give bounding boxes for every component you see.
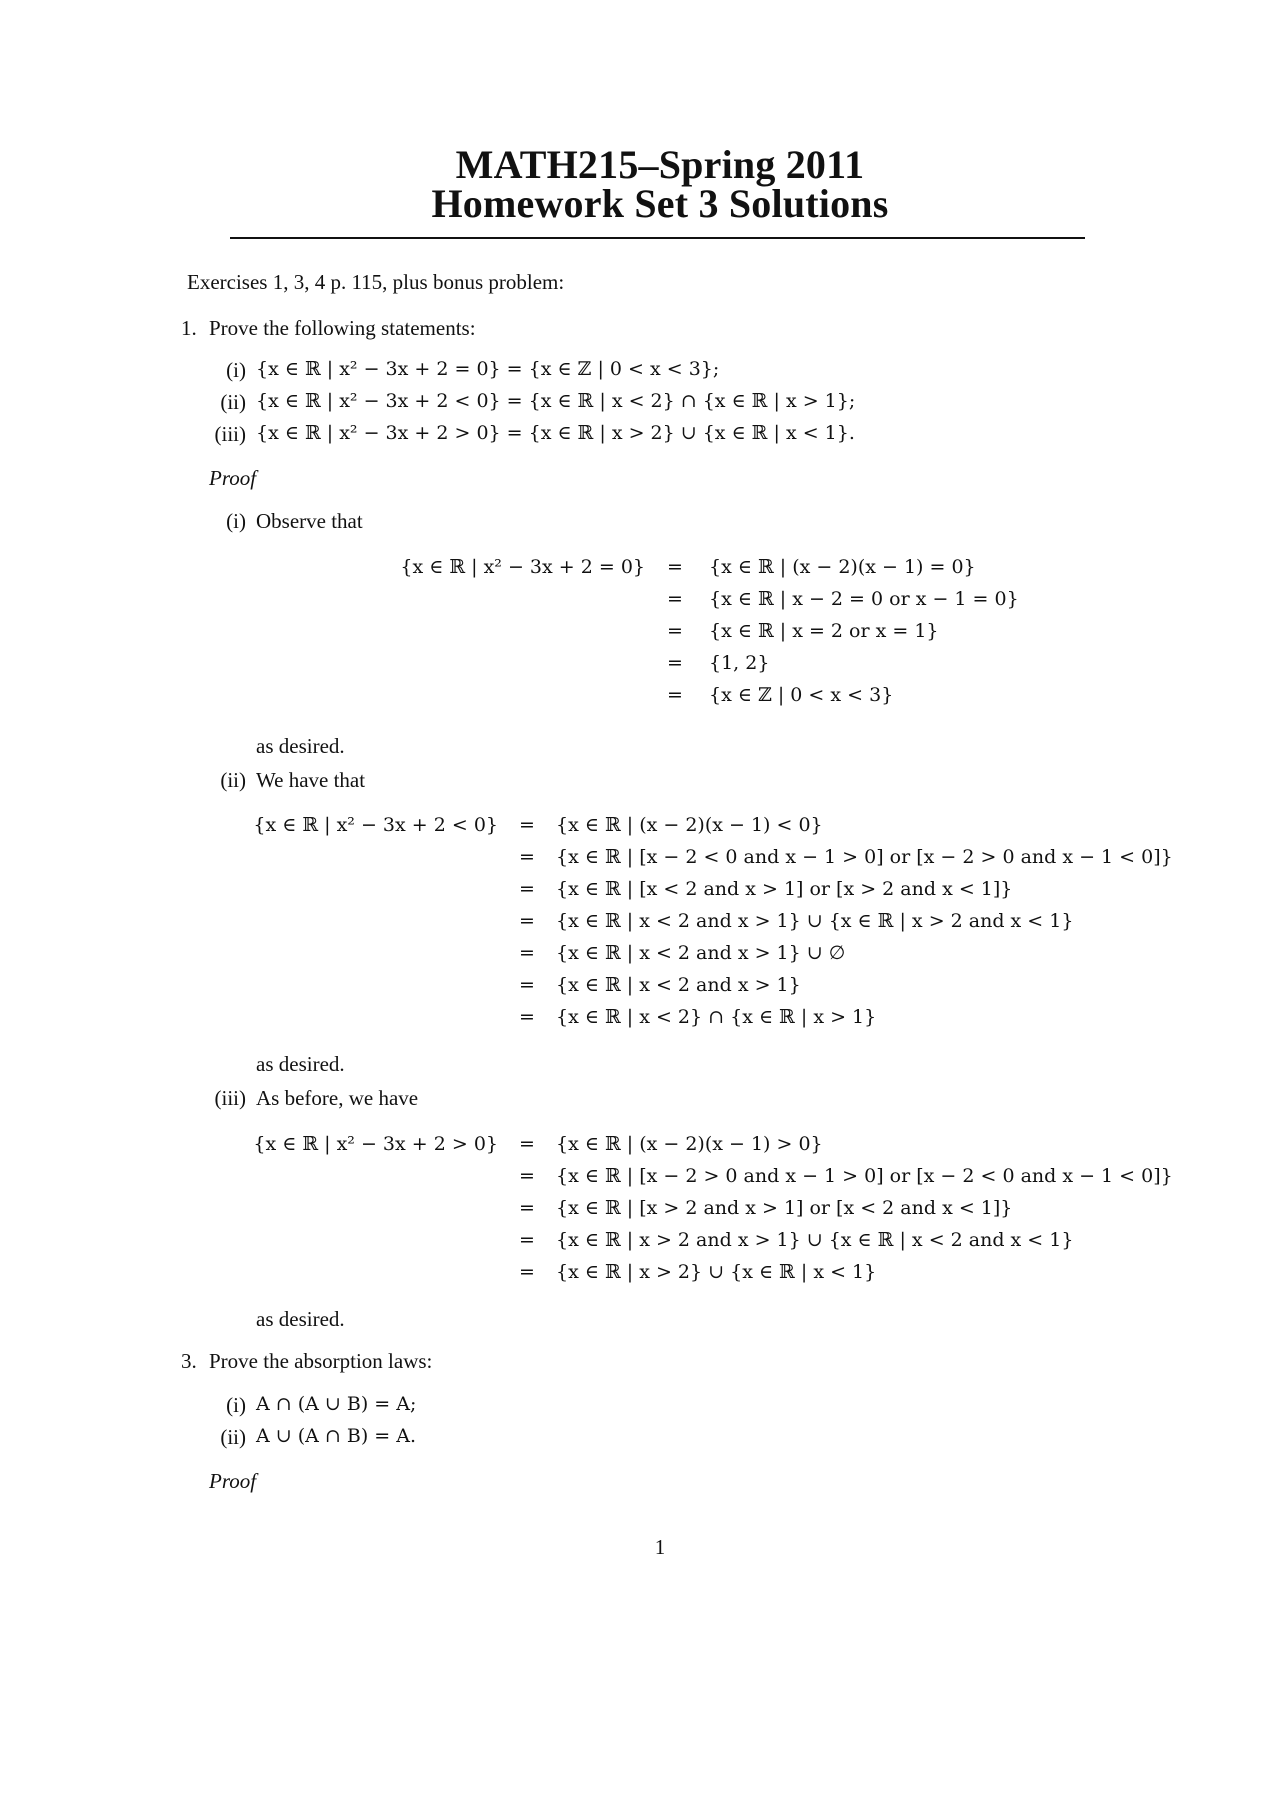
equals-sign: = [667, 556, 683, 578]
part-i-closing: as desired. [256, 734, 345, 758]
page-number: 1 [654, 1535, 666, 1559]
equation-step: {x ∈ ℝ | (x − 2)(x − 1) = 0} [709, 556, 976, 578]
equals-sign: = [519, 910, 535, 932]
intro-text: Exercises 1, 3, 4 p. 115, plus bonus problem: [187, 270, 565, 294]
equals-sign: = [519, 1006, 535, 1028]
equation-step: {x ∈ ℝ | [x < 2 and x > 1] or [x > 2 and x < 1]} [556, 878, 1013, 900]
equals-sign: = [519, 1133, 535, 1155]
title-block [0, 142, 1280, 226]
part-ii-closing: as desired. [256, 1052, 345, 1076]
equals-sign: = [519, 974, 535, 996]
p3-stmt-label: (ii) [220, 1425, 246, 1449]
equation-step: {x ∈ ℝ | x < 2 and x > 1} ∪ {x ∈ ℝ | x > 2 and x < 1} [556, 910, 1074, 932]
equation-step: {x ∈ ℝ | x = 2 or x = 1} [709, 620, 939, 642]
equation-step: {x ∈ ℤ | 0 < x < 3} [709, 684, 894, 706]
problem1-number: 1. [181, 316, 197, 340]
part-ii-intro: We have that [256, 768, 366, 792]
equals-sign: = [519, 942, 535, 964]
equation-lhs: {x ∈ ℝ | x² − 3x + 2 < 0} [253, 814, 498, 836]
part-i-intro: Observe that [256, 509, 363, 533]
proof-label: Proof [209, 1469, 257, 1493]
equation-step: {x ∈ ℝ | [x − 2 > 0 and x − 1 > 0] or [x − 2 < 0 and x − 1 < 0]} [556, 1165, 1173, 1187]
p1-stmt-label: (iii) [214, 422, 246, 446]
p1-stmt-label: (i) [226, 358, 246, 382]
equation-step: {1, 2} [709, 652, 770, 674]
equation-lhs: {x ∈ ℝ | x² − 3x + 2 = 0} [400, 556, 645, 578]
equals-sign: = [667, 620, 683, 642]
p1-stmt-text: {x ∈ ℝ | x² − 3x + 2 = 0} = {x ∈ ℤ | 0 < x < 3}; [256, 358, 720, 380]
part-i-label: (i) [226, 509, 246, 533]
equals-sign: = [667, 588, 683, 610]
equals-sign: = [667, 652, 683, 674]
equals-sign: = [519, 1229, 535, 1251]
part-ii-label: (ii) [220, 768, 246, 792]
equation-step: {x ∈ ℝ | x − 2 = 0 or x − 1 = 0} [709, 588, 1019, 610]
equation-step: {x ∈ ℝ | (x − 2)(x − 1) > 0} [556, 1133, 823, 1155]
p1-stmt-text: {x ∈ ℝ | x² − 3x + 2 < 0} = {x ∈ ℝ | x < 2} ∩ {x ∈ ℝ | x > 1}; [256, 390, 856, 412]
p3-stmt-label: (i) [226, 1393, 246, 1417]
equals-sign: = [519, 1261, 535, 1283]
problem1-prompt: Prove the following statements: [209, 316, 476, 340]
equals-sign: = [519, 1165, 535, 1187]
p3-stmt-text: A ∪ (A ∩ B) = A. [256, 1425, 416, 1447]
part-iii-closing: as desired. [256, 1307, 345, 1331]
equation-lhs: {x ∈ ℝ | x² − 3x + 2 > 0} [253, 1133, 498, 1155]
equation-step: {x ∈ ℝ | x > 2} ∪ {x ∈ ℝ | x < 1} [556, 1261, 877, 1283]
equals-sign: = [519, 878, 535, 900]
part-iii-label: (iii) [214, 1086, 246, 1110]
equation-step: {x ∈ ℝ | [x − 2 < 0 and x − 1 > 0] or [x − 2 > 0 and x − 1 < 0]} [556, 846, 1173, 868]
document-title: Homework Set 3 Solutions [431, 181, 889, 226]
problem3-prompt: Prove the absorption laws: [209, 1349, 433, 1373]
problem3-number: 3. [181, 1349, 197, 1373]
equals-sign: = [519, 846, 535, 868]
p1-stmt-label: (ii) [220, 390, 246, 414]
equals-sign: = [667, 684, 683, 706]
equation-step: {x ∈ ℝ | x > 2 and x > 1} ∪ {x ∈ ℝ | x < 2 and x < 1} [556, 1229, 1074, 1251]
proof-label: Proof [209, 466, 257, 490]
part-iii-intro: As before, we have [256, 1086, 419, 1110]
equation-step: {x ∈ ℝ | x < 2 and x > 1} ∪ ∅ [556, 942, 846, 964]
equals-sign: = [519, 814, 535, 836]
equation-step: {x ∈ ℝ | x < 2 and x > 1} [556, 974, 801, 996]
title-rule [230, 237, 1085, 239]
p1-stmt-text: {x ∈ ℝ | x² − 3x + 2 > 0} = {x ∈ ℝ | x > 2} ∪ {x ∈ ℝ | x < 1}. [256, 422, 855, 444]
p3-stmt-text: A ∩ (A ∪ B) = A; [256, 1393, 417, 1415]
equation-step: {x ∈ ℝ | (x − 2)(x − 1) < 0} [556, 814, 823, 836]
equals-sign: = [519, 1197, 535, 1219]
equation-step: {x ∈ ℝ | [x > 2 and x > 1] or [x < 2 and x < 1]} [556, 1197, 1013, 1219]
course-title: MATH215–Spring 2011 [455, 142, 865, 187]
equation-step: {x ∈ ℝ | x < 2} ∩ {x ∈ ℝ | x > 1} [556, 1006, 877, 1028]
